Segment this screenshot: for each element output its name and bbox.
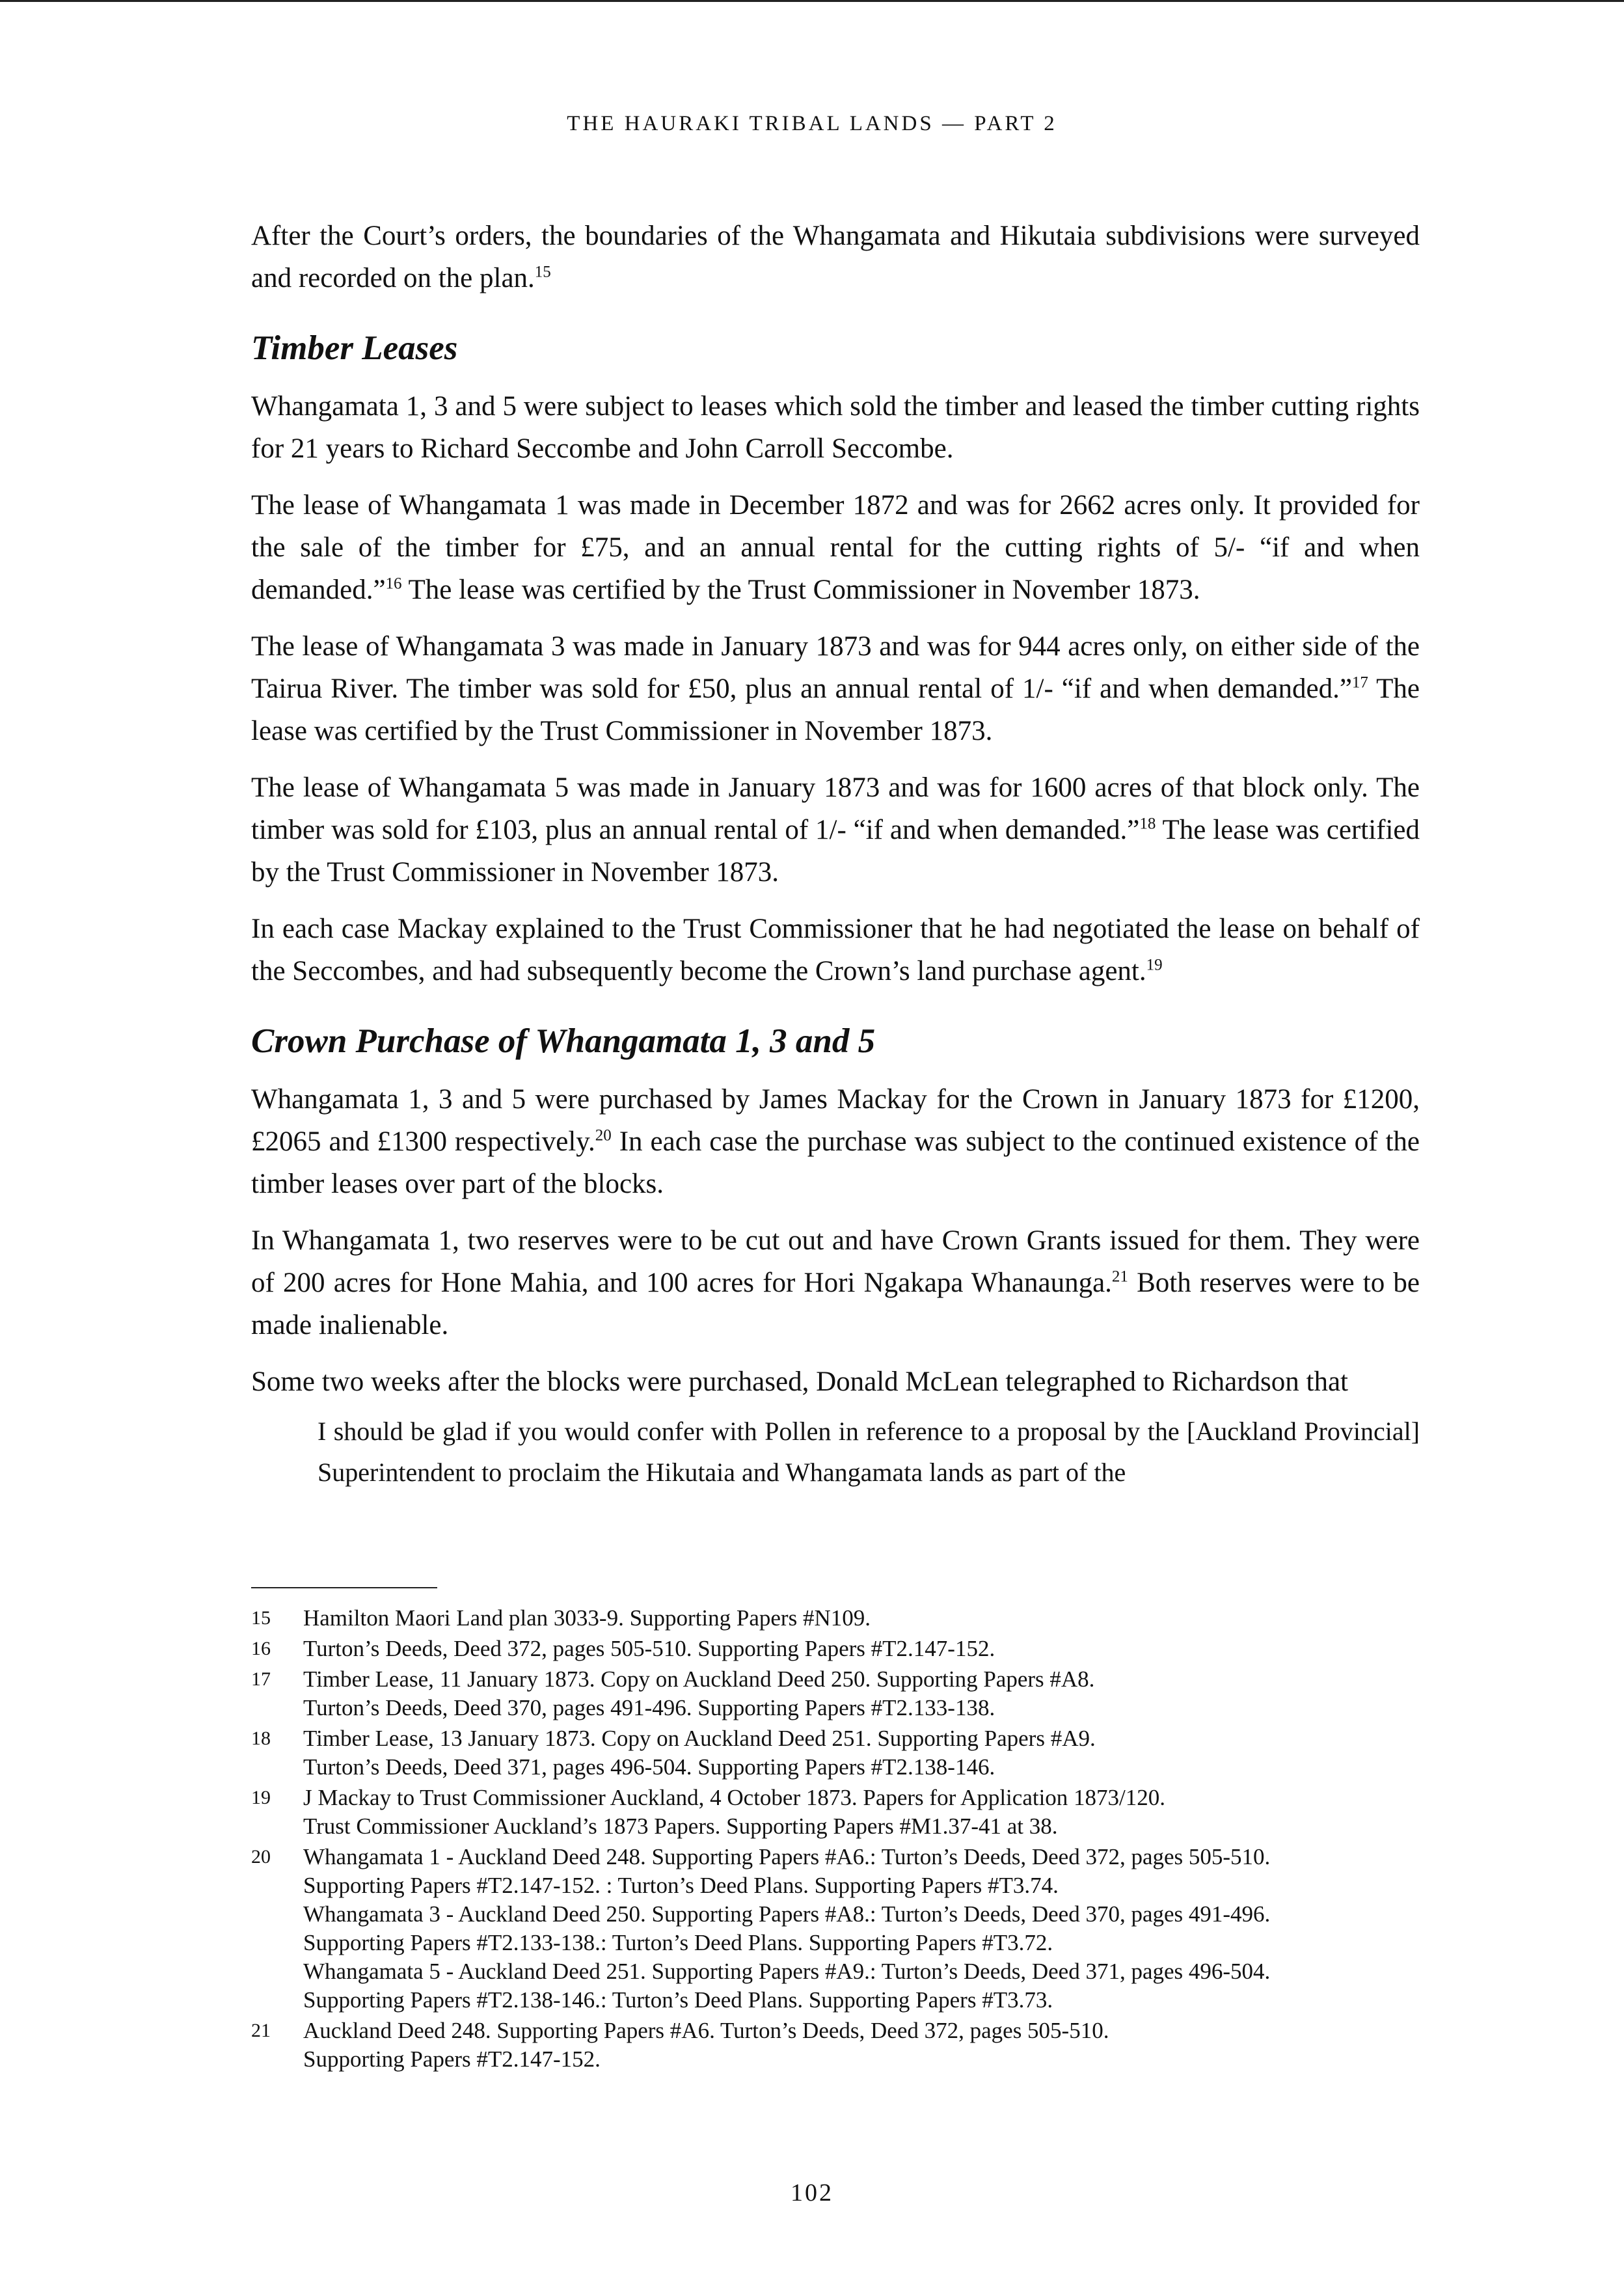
- footnote-line: Whangamata 1 - Auckland Deed 248. Supporting Papers #A6.: Turton’s Deeds, Deed 372, pages 505-510.: [303, 1844, 1271, 1869]
- top-border-line: [0, 0, 1624, 2]
- footnote-separator: [251, 1587, 437, 1588]
- footnote-ref[interactable]: 16: [385, 575, 402, 593]
- footnote-line: Auckland Deed 248. Supporting Papers #A6. Turton’s Deeds, Deed 372, pages 505-510.: [303, 2018, 1109, 2043]
- footnote-line: Supporting Papers #T2.147-152. : Turton’s Deed Plans. Supporting Papers #T3.74.: [303, 1873, 1059, 1898]
- footnote-ref[interactable]: 19: [1146, 956, 1163, 974]
- paragraph-text: After the Court’s orders, the boundaries of the Whangamata and Hikutaia subdivisions were surveyed and recorded on the plan.: [251, 221, 1420, 293]
- footnote: [251, 2017, 1422, 2074]
- footnote: [251, 1784, 1422, 1841]
- footnote-number: 16: [251, 1638, 271, 1659]
- page-number: 102: [791, 2179, 833, 2207]
- footnote-line: Whangamata 5 - Auckland Deed 251. Supporting Papers #A9.: Turton’s Deeds, Deed 371, pages 496-504.: [303, 1959, 1271, 1984]
- footnotes: [251, 1604, 1422, 2076]
- paragraph-text: The lease of Whangamata 5 was made in January 1873 and was for 1600 acres of that block only. The timber was sold for £103, plus an annual rental of 1/- “if and when demanded.”: [251, 772, 1420, 845]
- footnote-ref[interactable]: 21: [1111, 1268, 1128, 1286]
- footnote-line: J Mackay to Trust Commissioner Auckland, 4 October 1873. Papers for Application 1873/120.: [303, 1785, 1166, 1810]
- block-quote: I should be glad if you would confer with Pollen in reference to a proposal by the [Auckland Provincial] Superintendent to proclaim the Hikutaia and Whangamata lands as part of the: [318, 1417, 1420, 1487]
- paragraph-purchase-1: [251, 1078, 1420, 1205]
- paragraph-text: The lease was certified by the Trust Commissioner in November 1873.: [401, 575, 1200, 605]
- footnote-number: 18: [251, 1728, 271, 1749]
- footnote: [251, 1665, 1422, 1722]
- footnote-line: Trust Commissioner Auckland’s 1873 Papers. Supporting Papers #M1.37-41 at 38.: [303, 1813, 1058, 1839]
- paragraph-timber-4: [251, 767, 1420, 893]
- footnote-number: 20: [251, 1846, 271, 1868]
- paragraph-text: In each case the purchase was subject to the continued existence of the timber leases over part of the blocks.: [251, 1126, 1420, 1199]
- footnote-line: Timber Lease, 13 January 1873. Copy on Auckland Deed 251. Supporting Papers #A9.: [303, 1726, 1096, 1751]
- footnote-line: Timber Lease, 11 January 1873. Copy on Auckland Deed 250. Supporting Papers #A8.: [303, 1666, 1095, 1692]
- footnote-ref[interactable]: 20: [595, 1126, 612, 1145]
- footnote-number: 17: [251, 1668, 271, 1690]
- running-head: THE HAURAKI TRIBAL LANDS — PART 2: [567, 112, 1057, 135]
- footnote-ref[interactable]: 18: [1139, 815, 1156, 833]
- footnote-ref[interactable]: 17: [1351, 673, 1368, 692]
- paragraph-text: Whangamata 1, 3 and 5 were purchased by James Mackay for the Crown in January 1873 for £1200, £2065 and £1300 respectively.: [251, 1084, 1420, 1157]
- paragraph-timber-3: [251, 625, 1420, 752]
- footnote-number: 15: [251, 1607, 271, 1629]
- footnote-line: Supporting Papers #T2.147-152.: [303, 2046, 601, 2072]
- footnote-line: Whangamata 3 - Auckland Deed 250. Supporting Papers #A8.: Turton’s Deeds, Deed 370, pages 491-496.: [303, 1901, 1271, 1927]
- footnote-line: Turton’s Deeds, Deed 371, pages 496-504. Supporting Papers #T2.138-146.: [303, 1754, 995, 1780]
- section-heading-crown-purchase: Crown Purchase of Whangamata 1, 3 and 5: [251, 1022, 876, 1060]
- paragraph-text: The lease was certified by the Trust Commissioner in November 1873.: [251, 673, 1420, 746]
- paragraph-text: In Whangamata 1, two reserves were to be cut out and have Crown Grants issued for them. They were of 200 acres for Hone Mahia, and 100 acres for Hori Ngakapa Whanaunga.: [251, 1225, 1420, 1298]
- section-heading-timber-leases: Timber Leases: [251, 329, 458, 367]
- footnote-line: Turton’s Deeds, Deed 370, pages 491-496. Supporting Papers #T2.133-138.: [303, 1695, 995, 1720]
- main-text: [251, 215, 1420, 1493]
- paragraph-text: The lease of Whangamata 1 was made in December 1872 and was for 2662 acres only. It provided for the sale of the timber for £75, and an annual rental for the cutting rights of 5/- “if and when demanded.”: [251, 490, 1420, 605]
- paragraph-text: In each case Mackay explained to the Trust Commissioner that he had negotiated the lease on behalf of the Seccombes, and had subsequently become the Crown’s land purchase agent.: [251, 914, 1420, 986]
- footnote: [251, 1843, 1422, 2015]
- footnote-line: Supporting Papers #T2.133-138.: Turton’s Deed Plans. Supporting Papers #T3.72.: [303, 1930, 1053, 1955]
- paragraph-text: The lease of Whangamata 3 was made in January 1873 and was for 944 acres only, on either side of the Tairua River. The timber was sold for £50, plus an annual rental of 1/- “if and when demanded.”: [251, 631, 1420, 704]
- footnote: [251, 1604, 1422, 1633]
- paragraph-timber-1: Whangamata 1, 3 and 5 were subject to leases which sold the timber and leased the timber cutting rights for 21 years to Richard Seccombe and John Carroll Seccombe.: [251, 391, 1420, 464]
- footnote-ref[interactable]: 15: [534, 263, 551, 281]
- paragraph-intro: [251, 215, 1420, 299]
- footnote-number: 21: [251, 2020, 271, 2041]
- footnote: [251, 1724, 1422, 1782]
- footnote-number: 19: [251, 1787, 271, 1808]
- footnote-line: Supporting Papers #T2.138-146.: Turton’s Deed Plans. Supporting Papers #T3.73.: [303, 1987, 1053, 2013]
- footnote-line: Turton’s Deeds, Deed 372, pages 505-510. Supporting Papers #T2.147-152.: [303, 1636, 995, 1661]
- paragraph-text: Both reserves were to be made inalienable.: [251, 1268, 1420, 1340]
- footnote: [251, 1635, 1422, 1663]
- paragraph-text: The lease was certified by the Trust Commissioner in November 1873.: [251, 815, 1420, 888]
- footnote-line: Hamilton Maori Land plan 3033-9. Supporting Papers #N109.: [303, 1605, 871, 1631]
- paragraph-timber-5: [251, 908, 1420, 992]
- paragraph-timber-2: [251, 484, 1420, 611]
- paragraph-purchase-2: [251, 1219, 1420, 1346]
- paragraph-purchase-3: Some two weeks after the blocks were purchased, Donald McLean telegraphed to Richardson that: [251, 1366, 1348, 1397]
